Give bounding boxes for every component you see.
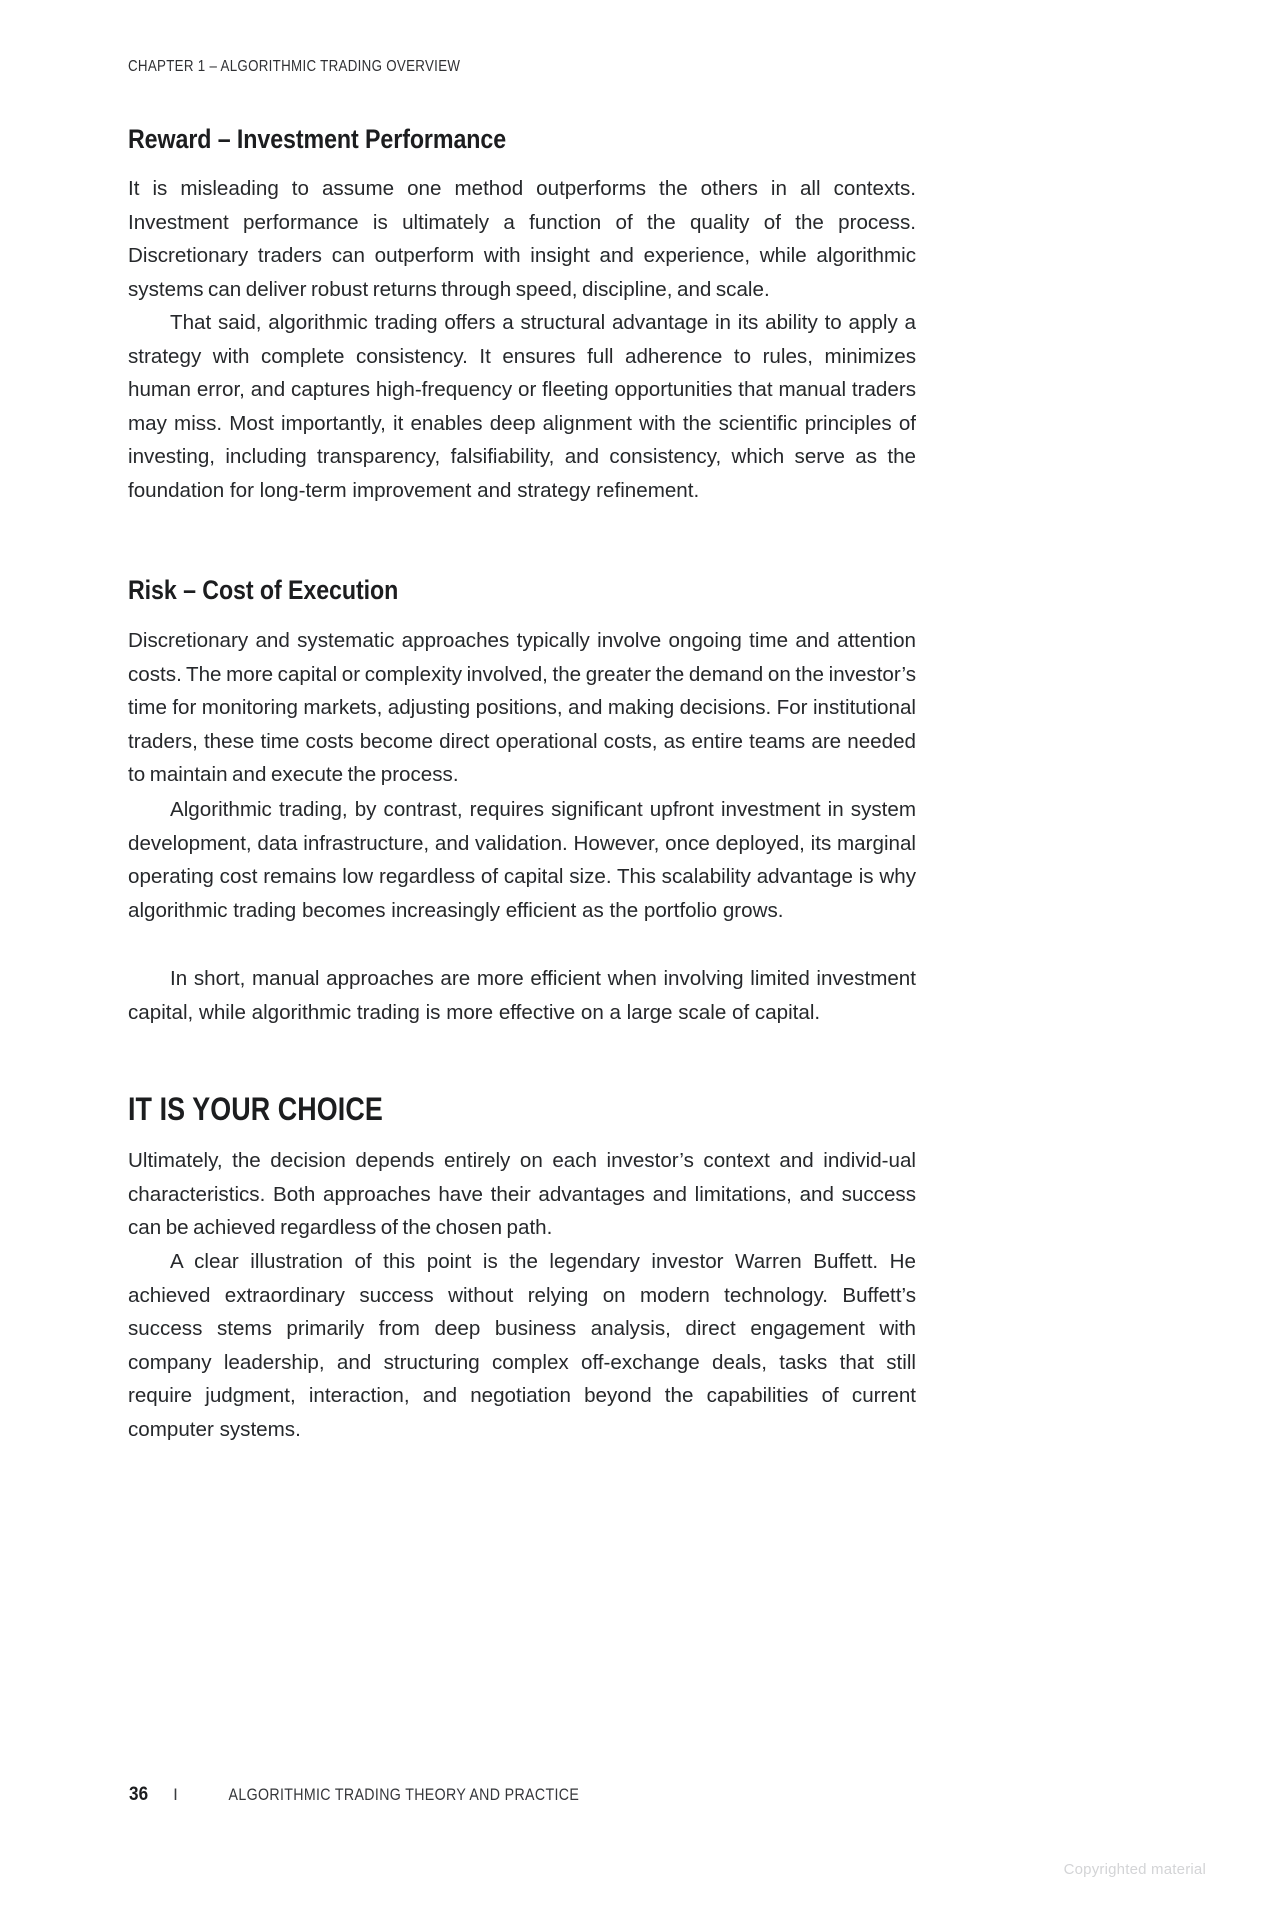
heading-reward: Reward – Investment Performance: [128, 124, 507, 154]
paragraph: That said, algorithmic trading offers a structural advantage in its ability to apply a strategy with complete consistency. It ensures full adherence to rules, minimizes human error, and captures high-frequency or fleeting opportunities that manual traders may miss. Most importantly, it enables deep alignment with the scientific principles of investing, including transparency, falsifiability, and consistency, which serve as the foundation for long-term improvement and strategy refinement.: [128, 311, 916, 502]
section-heading-reward: [128, 126, 916, 153]
paragraph: A clear illustration of this point is the legendary investor Warren Buffett. He achieved extraordinary success without relying on modern technology. Buffett’s success stems primarily from deep business analysis, direct engagement with company leadership, and structuring complex off-exchange deals, tasks that still require judgment, interaction, and negotiation beyond the capabilities of current computer systems.: [128, 1250, 916, 1441]
running-head: CHAPTER 1 – ALGORITHMIC TRADING OVERVIEW: [128, 58, 461, 75]
paragraph: Ultimately, the decision depends entirely on each investor’s context and individ-ual characteristics. Both approaches have their advantages and limitations, and success can be achieved regardless of the chosen path.: [128, 1149, 916, 1240]
paragraph-block: [128, 962, 916, 1029]
copyright-watermark: Copyrighted material: [1063, 1861, 1206, 1878]
paragraph-block: [128, 793, 916, 927]
heading-it-is-your-choice: IT IS YOUR CHOICE: [128, 1091, 383, 1127]
paragraph-block: [128, 1144, 916, 1245]
section-heading-choice: [128, 1093, 916, 1125]
paragraph-block: [128, 172, 916, 306]
section-heading-risk: [128, 577, 916, 604]
paragraph: It is misleading to assume one method outperforms the others in all contexts. Investment performance is ultimately a function of the quality of the process. Discretionary traders can outperform with insight and experience, while algorithmic systems can deliver robust returns through speed, discipline, and scale.: [128, 177, 916, 301]
page-footer: [128, 1784, 608, 1806]
book-title: ALGORITHMIC TRADING THEORY AND PRACTICE: [228, 1786, 580, 1804]
paragraph-block: [128, 306, 916, 508]
footer-separator-icon: I: [173, 1785, 178, 1804]
heading-risk: Risk – Cost of Execution: [128, 575, 399, 605]
page-number: 36: [129, 1784, 149, 1805]
paragraph: In short, manual approaches are more efficient when involving limited investment capital, while algorithmic trading is more effective on a large scale of capital.: [128, 967, 916, 1024]
paragraph: Discretionary and systematic approaches typically involve ongoing time and attention costs. The more capital or complexity involved, the greater the demand on the investor’s time for monitoring markets, adjusting positions, and making decisions. For institutional traders, these time costs become direct operational costs, as entire teams are needed to maintain and execute the process.: [128, 629, 916, 787]
paragraph-block: [128, 1245, 916, 1447]
paragraph-block: [128, 624, 916, 792]
paragraph: Algorithmic trading, by contrast, requires significant upfront investment in system development, data infrastructure, and validation. However, once deployed, its marginal operating cost remains low regardless of capital size. This scalability advantage is why algorithmic trading becomes increasingly efficient as the portfolio grows.: [128, 798, 916, 922]
